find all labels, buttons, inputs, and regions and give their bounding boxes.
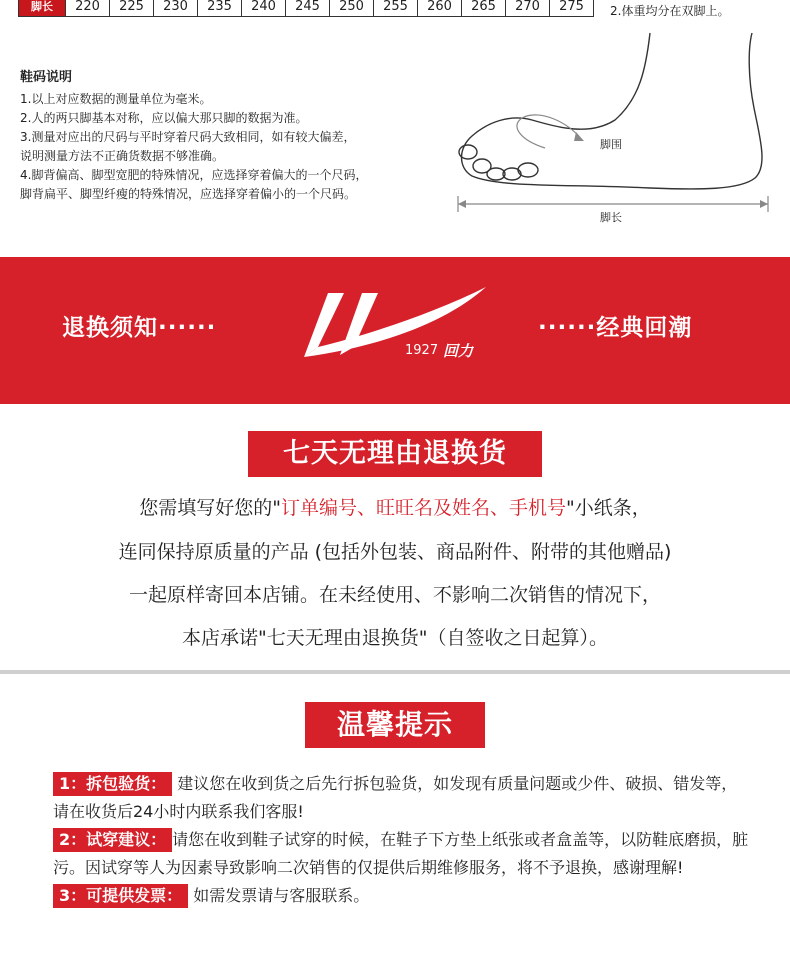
size-cell: 230 [153, 0, 197, 16]
size-cell: 220 [65, 0, 109, 16]
girth-arc [517, 115, 580, 148]
size-cell: 265 [461, 0, 505, 16]
logo-brand: 回力 [443, 342, 474, 360]
explanation-line: 3.测量对应出的尺码与平时穿着尺码大致相同，如有较大偏差， [20, 130, 356, 144]
tip-text: 建议您在收到货之后先行拆包验货，如发现有质量问题或少件、破损、错发等，请在收货后24小时内联系我们客服! [53, 774, 738, 821]
brand-banner [0, 257, 790, 404]
tip-item [53, 882, 753, 910]
explanation-line: 2.人的两只脚基本对称，应以偏大那只脚的数据为准。 [20, 111, 308, 125]
policy-line-2: 连同保持原质量的产品 (包括外包装、商品附件、附带的其他赠品) [118, 541, 672, 563]
tip-tag: 3：可提供发票： [53, 884, 188, 908]
return-policy-title: 七天无理由退换货 [248, 431, 542, 477]
length-label: 脚长 [600, 211, 622, 224]
policy-line-4: 本店承诺"七天无理由退换货"（自签收之日起算）。 [182, 627, 608, 649]
tip-item [53, 826, 753, 882]
tip-text: 请您在收到鞋子试穿的时候，在鞋子下方垫上纸张或者盒盖等，以防鞋底磨损，脏污。因试穿等人为因素导致影响二次销售的仅提供后期维修服务，将不予退换，感谢理解! [53, 830, 749, 877]
banner-right-text: ······经典回潮 [538, 315, 693, 341]
foot-measurement-figure [450, 28, 780, 228]
explanation-line: 1.以上对应数据的测量单位为毫米。 [20, 92, 212, 106]
size-cell: 240 [241, 0, 285, 16]
policy-line-1 [0, 493, 790, 520]
size-cell: 245 [285, 0, 329, 16]
policy-highlight: 订单编号、旺旺名及姓名、手机号 [280, 497, 566, 519]
explanation-line: 4.脚背偏高、脚型宽肥的特殊情况，应选择穿着偏大的一个尺码， [20, 168, 368, 182]
size-explanation-title: 鞋码说明 [20, 70, 73, 85]
size-table-header: 脚长 [19, 0, 65, 16]
policy-line-3: 一起原样寄回本店铺。在未经使用、不影响二次销售的情况下， [128, 584, 661, 606]
size-cell: 250 [329, 0, 373, 16]
side-note: 2.体重均分在双脚上。 [610, 4, 730, 18]
size-cell: 255 [373, 0, 417, 16]
tip-item [53, 770, 753, 826]
size-cell: 275 [549, 0, 593, 16]
size-cell: 260 [417, 0, 461, 16]
tips-title: 温馨提示 [305, 702, 485, 748]
banner-left-text: 退换须知······ [62, 315, 217, 341]
size-cell: 225 [109, 0, 153, 16]
tips-list [53, 770, 753, 910]
logo-year: 1927 [405, 343, 439, 358]
policy-line-1-suffix: "小纸条， [566, 497, 651, 519]
explanation-line: 脚背扁平、脚型纤瘦的特殊情况，应选择穿着偏小的一个尺码。 [20, 187, 357, 201]
girth-label: 脚围 [600, 138, 622, 151]
size-table [18, 0, 594, 17]
tip-text: 如需发票请与客服联系。 [193, 886, 370, 905]
section-divider [0, 670, 790, 674]
size-explanation-list [20, 90, 450, 204]
size-cell: 270 [505, 0, 549, 16]
size-cell: 235 [197, 0, 241, 16]
tip-tag: 1：拆包验货： [53, 772, 172, 796]
policy-line-1-prefix: 您需填写好您的" [139, 497, 281, 519]
explanation-line: 说明测量方法不正确货数据不够准确。 [20, 149, 225, 163]
tip-tag: 2：试穿建议： [53, 828, 172, 852]
